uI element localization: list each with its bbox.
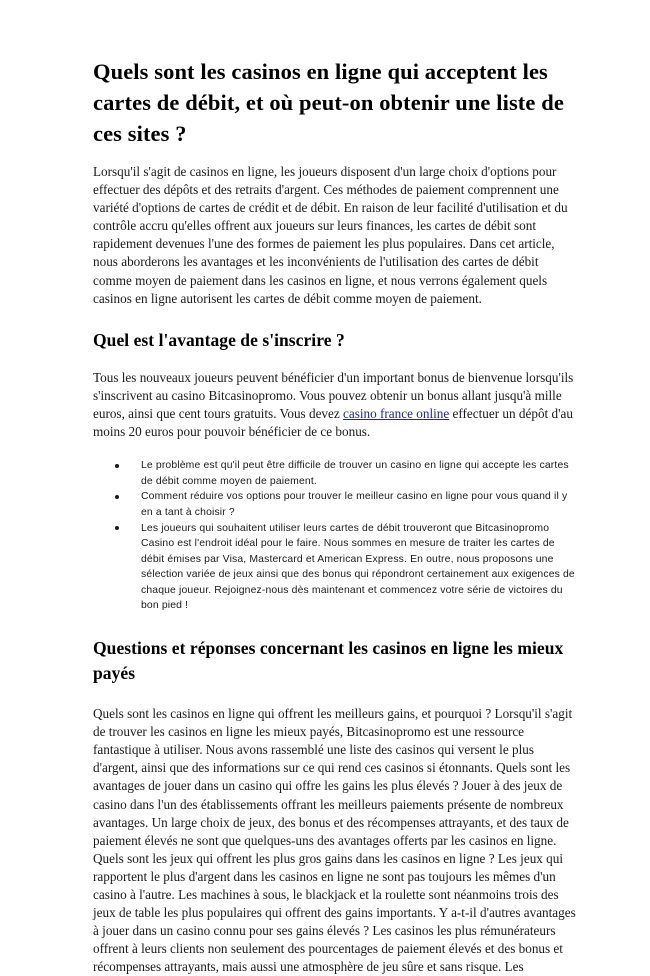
list-item-label: Le problème est qu'il peut être difficile de trouver un casino en ligne qui accepte les cartes de débit comme moyen de paiement. xyxy=(141,460,569,487)
bonus-paragraph-part-2: effectuer un dépôt d'au moins 20 euros pour pouvoir bénéficier de ce bonus. xyxy=(93,405,573,440)
spacer xyxy=(93,353,579,369)
bullet-dot-icon xyxy=(115,464,119,468)
section-heading-signup-advantage: Quel est l'avantage de s'inscrire ? xyxy=(93,329,345,350)
spacer xyxy=(93,441,579,458)
list-item-label: Les joueurs qui souhaitent utiliser leurs cartes de débit trouveront que Bitcasinopromo Casino est l'endroit idéal pour le faire. Nous sommes en mesure de traiter les cartes de débit émises par Visa, Mastercard et American Express. En outre, nous proposons une sélection variée de jeux ainsi que des bonus qui répondront certainement aux exigences de chaque joueur. Rejoignez-nous dès maintenant et commencez votre série de victoires du bon pied ! xyxy=(141,522,575,612)
bullet-list xyxy=(93,458,579,614)
list-item xyxy=(93,489,579,520)
spacer xyxy=(93,149,579,163)
bullet-dot-icon xyxy=(115,526,119,530)
casino-france-online-link[interactable]: casino france online xyxy=(343,405,450,421)
list-item xyxy=(93,458,579,489)
spacer xyxy=(93,308,579,328)
list-item-label: Comment réduire vos options pour trouver le meilleur casino en ligne pour vous quand il y en a tant à choisir ? xyxy=(141,491,568,518)
bonus-paragraph xyxy=(93,369,579,441)
page-title: Quels sont les casinos en ligne qui acceptent les cartes de débit, et où peut-on obtenir une liste de ces sites ? xyxy=(93,59,564,146)
spacer xyxy=(93,686,579,705)
list-item xyxy=(93,521,579,615)
bonus-paragraph-part-1: Tous les nouveaux joueurs peuvent bénéficier d'un important bonus de bienvenue lorsqu'ils s'inscrivent au casino Bitcasinopromo. Vous pouvez obtenir un bonus allant jusqu'à mille euros, ainsi que cent tours gratuits. Vous devez xyxy=(93,369,574,421)
intro-paragraph: Lorsqu'il s'agit de casinos en ligne, les joueurs disposent d'un large choix d'options pour effectuer des dépôts et des retraits d'argent. Ces méthodes de paiement comprennent une variété d'options de cartes de crédit et de débit. En raison de leur facilité d'utilisation et du contrôle accru qu'elles offrent aux joueurs sur leurs finances, les cartes de débit sont rapidement devenues l'une des formes de paiement les plus populaires. Dans cet article, nous aborderons les avantages et les inconvénients de l'utilisation des cartes de débit comme moyen de paiement dans les casinos en ligne, et nous verrons également quels casinos en ligne autorisent les cartes de débit comme moyen de paiement. xyxy=(93,164,568,306)
bullet-dot-icon xyxy=(115,495,119,499)
spacer xyxy=(93,614,579,636)
qa-paragraph: Quels sont les casinos en ligne qui offrent les meilleurs gains, et pourquoi ? Lorsqu'il s'agit de trouver les casinos en ligne les mieux payés, Bitcasinopromo est une ressource fantastique à utiliser. Nous avons rassemblé une liste des casinos qui versent le plus d'argent, ainsi que des informations sur ce qui rend ces casinos si étonnants. Quels sont les avantages de jouer dans un casino qui offre les gains les plus élevés ? Jouer à des jeux de casino dans l'un des établissements offrant les meilleurs paiements présente de nombreux avantages. Un large choix de jeux, des bonus et des récompenses attrayants, et des taux de paiement élevés ne sont que quelques-uns des avantages offerts par les casinos en ligne. Quels sont les jeux qui offrent les plus gros gains dans les casinos en ligne ? Les jeux qui rapportent le plus d'argent dans les casinos en ligne ne sont pas toujours les mêmes d'un casino à l'autre. Les machines à sous, le blackjack et la roulette sont néanmoins trois des jeux de table les plus populaires qui offrent des gains importants. Y a-t-il d'autres avantages à jouer dans un casino connu pour ses gains élevés ? Les casinos les plus rémunérateurs offrent à leurs clients non seulement des pourcentages de paiement élevés et des bonus et récompenses attrayants, mais aussi une atmosphère de jeu sûre et sans risque. Les xyxy=(93,706,576,975)
document-content xyxy=(93,56,579,976)
section-heading-questions-answers: Questions et réponses concernant les casinos en ligne les mieux payés xyxy=(93,638,564,684)
